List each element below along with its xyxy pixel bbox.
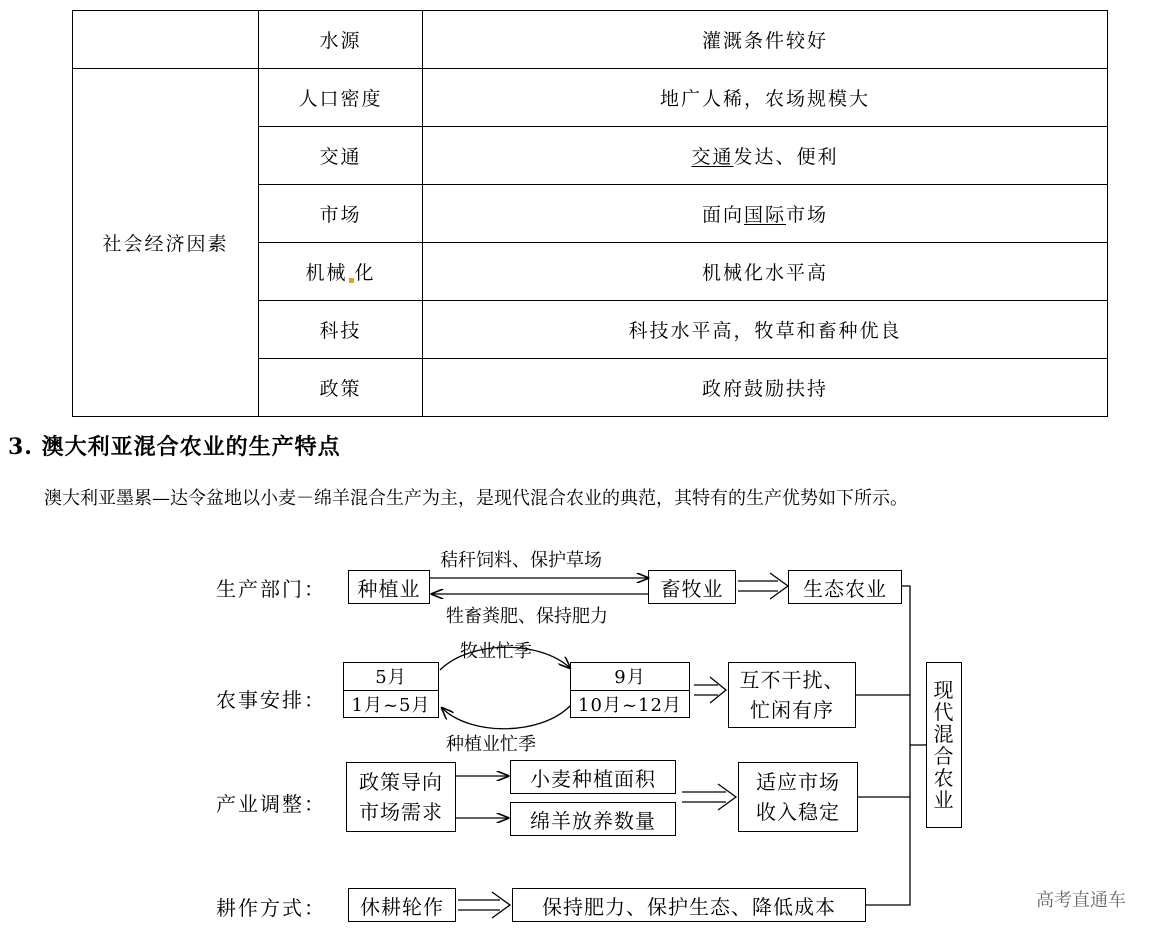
factor-cell: 水源 <box>259 11 423 69</box>
factor-cell: 政策 <box>259 359 423 417</box>
vertical-char: 合 <box>933 744 955 768</box>
factor-cell: 人口密度 <box>259 69 423 127</box>
underlined-text: 国际 <box>743 204 786 226</box>
desc-cell: 科技水平高，牧草和畜种优良 <box>423 301 1108 359</box>
double-arrow <box>694 677 726 703</box>
factor-cell: 科技 <box>259 301 423 359</box>
desc-text: 发达、便利 <box>733 146 839 168</box>
vertical-char: 农 <box>933 766 955 790</box>
vertical-char: 现 <box>933 678 955 702</box>
modern-mixed-agriculture-box <box>926 662 962 828</box>
desc-cell: 政府鼓励扶持 <box>423 359 1108 417</box>
vertical-char: 代 <box>933 700 955 724</box>
desc-text: 面向 <box>701 204 744 226</box>
row-label: 耕作方式： <box>216 896 326 920</box>
result-line: 互不干扰、 <box>739 668 845 692</box>
underlined-text: 交通 <box>691 146 734 168</box>
arc-arrow-bottom <box>442 706 570 729</box>
livestock-box: 畜牧业 <box>648 570 736 604</box>
intro-paragraph: 澳大利亚墨累—达令盆地以小麦－绵羊混合生产为主，是现代混合农业的典范，其特有的生产优势如下所示。 <box>44 488 908 509</box>
driver-line: 政策导向 <box>359 770 443 794</box>
sheep-count-box: 绵羊放养数量 <box>510 802 676 836</box>
desc-cell: 灌溉条件较好 <box>423 11 1108 69</box>
eco-agriculture-box: 生态农业 <box>788 570 902 604</box>
period-text: 1月~5月 <box>351 694 431 716</box>
vertical-char: 混 <box>933 722 955 746</box>
wheat-area-box: 小麦种植面积 <box>510 760 676 794</box>
double-arrow <box>682 784 736 810</box>
desc-text: 市场 <box>786 204 829 226</box>
double-arrow <box>738 573 788 599</box>
result-box <box>738 762 858 832</box>
planting-box: 种植业 <box>348 570 430 604</box>
factor-text: 化 <box>354 262 376 284</box>
season-box-right <box>570 662 690 718</box>
month-text: 9月 <box>571 663 689 691</box>
factor-text: 机械 <box>305 262 348 284</box>
arc-note-bottom: 种植业忙季 <box>446 734 536 755</box>
result-line: 收入稳定 <box>756 800 840 824</box>
driver-line: 市场需求 <box>359 800 443 824</box>
arrow-note-bottom: 牲畜粪肥、保持肥力 <box>446 606 608 627</box>
period-text: 10月~12月 <box>578 694 682 716</box>
result-box <box>728 662 856 728</box>
arrow-note-top: 秸秆饲料、保护草场 <box>440 550 602 571</box>
section-number: 3. <box>8 434 33 460</box>
row-label: 生产部门： <box>216 577 326 601</box>
driver-box <box>346 762 456 832</box>
desc-cell: 机械化水平高 <box>423 243 1108 301</box>
factor-cell: 交通 <box>259 127 423 185</box>
section-heading: 澳大利亚混合农业的生产特点 <box>41 434 341 460</box>
double-arrow <box>458 892 510 918</box>
vertical-char: 业 <box>933 788 955 812</box>
desc-cell: 地广人稀，农场规模大 <box>423 69 1108 127</box>
watermark: 高考直通车 <box>1036 890 1126 911</box>
bracket-connector <box>856 586 926 905</box>
fallow-rotation-box: 休耕轮作 <box>348 888 456 922</box>
result-line: 忙闲有序 <box>750 698 834 722</box>
group-label-cell: 社会经济因素 <box>73 69 259 417</box>
arc-note-top: 牧业忙季 <box>460 641 532 662</box>
row-label: 农事安排： <box>216 688 326 712</box>
result-line: 适应市场 <box>756 770 840 794</box>
row-label: 产业调整： <box>216 792 326 816</box>
month-text: 5月 <box>344 663 438 691</box>
benefits-box: 保持肥力、保护生态、降低成本 <box>512 888 866 922</box>
factor-cell: 市场 <box>259 185 423 243</box>
season-box-left <box>343 662 439 718</box>
